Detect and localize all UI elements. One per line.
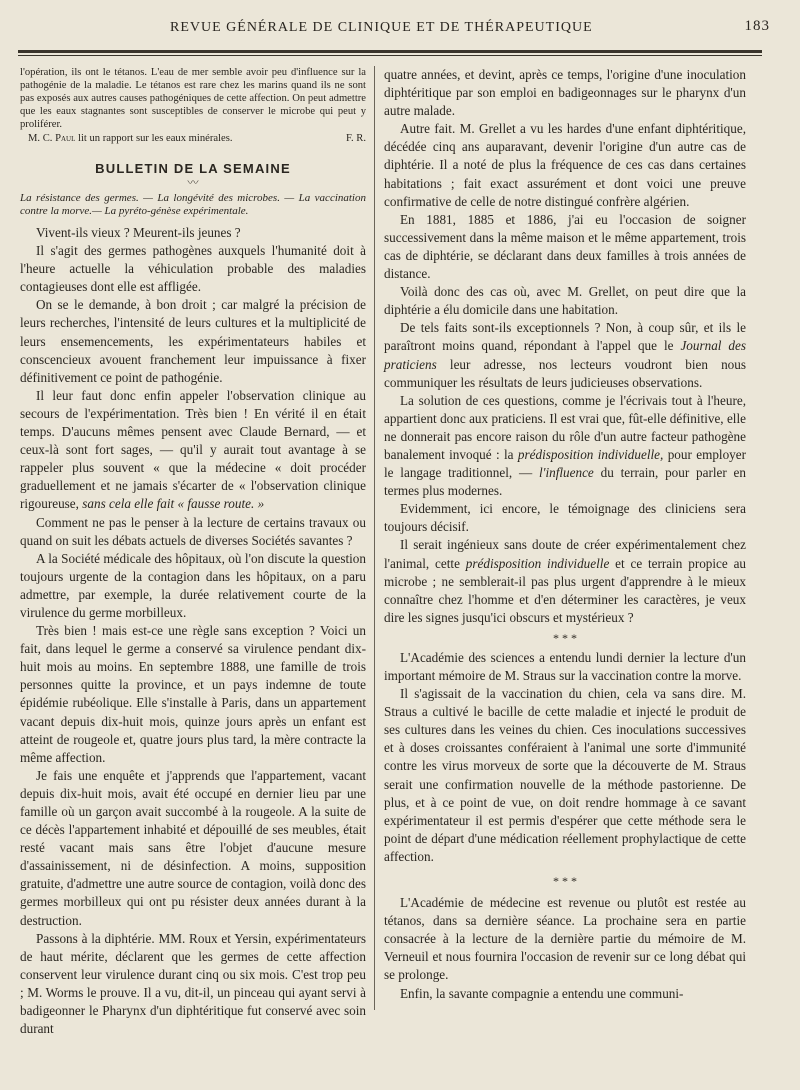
previous-report-text: l'opération, ils ont le tétanos. L'eau de mer semble avoir peu d'influence sur la pathogénie de la maladie. Le tétanos est rare chez les marins quand ils ne sont pas exposés aux autres causes pathogéniques de cette affection. On peut admettre que les eaux stagnantes sont susceptibles de conserver le microbe qui peut y proliférer.: [20, 67, 366, 130]
paragraph: Il s'agit des germes pathogènes auxquels l'humanité doit à l'heure actuelle la véhiculation probable des maladies contagieuses dont elle est affligée.: [20, 243, 366, 295]
paragraph: Je fais une enquête et j'apprends que l'appartement, vacant depuis dix-huit mois, avait été occupé en dernier lieu par une famille où un garçon avait succombé à la rougeole. A la suite de ce décès l'appartement inhabité et dépouillé de ses meubles, était resté vacant mais sans être l'objet d'aucune mesure d'assainissement, ni de désinfection. A moins, supposition gratuite, d'admettre une autre source de contagion, voilà donc des germes morbilleux qui ont pu résister deux années durant à la destruction.: [20, 767, 366, 928]
paragraph: Autre fait. M. Grellet a vu les hardes d'une enfant diphtéritique, décédée cinq ans auparavant, devenir l'origine d'un autre cas de diphtérie. Il a noté de plus la fréquence de ces cas dans certaines habitations ; fait exact assurément et dont voici une preuve confirmative de celle de notre distingué confrère algérien.: [384, 121, 746, 209]
paragraph: quatre années, et devint, après ce temps, l'origine d'une inoculation diphtéritique par son emploi en badigeonnages sur le pharynx d'un autre malade.: [384, 67, 746, 119]
paragraph: La solution de ces questions, comme je l'écrivais tout à l'heure, appartient donc aux praticiens. Il est vrai que, fût-elle définitive, elle ne donnerait pas encore raison du rôle d'un autre facteur pathogène banalement invoqué : la prédisposition individuelle, pour employer le langage traditionnel, — l'influence du terrain, pour parler en termes plus modernes.: [384, 392, 747, 499]
section-separator: * * *: [553, 874, 577, 889]
header-rule-thin: [18, 55, 762, 56]
previous-report: [20, 66, 366, 145]
paragraph: De tels faits sont-ils exceptionnels ? Non, à coup sûr, et ils le paraîtront moins quand, répondant à l'appel que le Journal des praticiens leur adresse, nos lecteurs voudront bien nous communiquer les résultats de leurs judicieuses observations.: [384, 320, 746, 390]
paragraph: L'Académie des sciences a entendu lundi dernier la lecture d'un important mémoire de M. Straus sur la vaccination contre la morve.: [384, 649, 746, 683]
column-divider: [374, 66, 375, 1010]
bulletin-title: BULLETIN DE LA SEMAINE: [95, 161, 291, 176]
signature-name: M. C. Paul: [28, 133, 76, 144]
left-column: [20, 66, 366, 1038]
title-ornament: 〰: [187, 177, 199, 189]
paragraph: Voilà donc des cas où, avec M. Grellet, on peut dire que la diphtérie a élu domicile dans une habitation.: [384, 284, 746, 318]
paragraph: Enfin, la savante compagnie a entendu une communi-: [400, 985, 684, 1001]
paragraph: Vivent-ils vieux ? Meurent-ils jeunes ?: [36, 225, 241, 240]
paragraph: Très bien ! mais est-ce une règle sans exception ? Voici un fait, dans lequel le germe a conservé sa virulence pendant dix-huit mois au moins. En septembre 1888, une famille de trois personnes quitte la province, et un pays indemne de toute épidémie rubéolique. Elle s'installe à Paris, dans un appartement vacant depuis dix-huit mois, quinze jours après un enfant est atteint de rougeole et, quatre jours plus tard, la mère contracte la même affection.: [20, 623, 366, 765]
paragraph: Il leur faut donc enfin appeler l'observation clinique au secours de l'expérimentation. Très bien ! En vérité il en était temps. D'aucuns mêmes pensent avec Claude Bernard, — et ceux-là sont fort sages, — qu'il y aurait tout avantage à se rappeler plus souvent « que la médecine « doit procéder graduellement et ne jamais s'écarter de « l'observation clinique rigoureuse, sans cela elle fait « fausse route. »: [20, 387, 366, 512]
paragraph: Comment ne pas le penser à la lecture de certains travaux ou quand on suit les débats actuels de diverses Sociétés savantes ?: [20, 514, 366, 548]
running-title: REVUE GÉNÉRALE DE CLINIQUE ET DE THÉRAPEUTIQUE: [170, 20, 593, 35]
signature-text: lit un rapport sur les eaux minérales.: [78, 133, 233, 144]
paragraph: A la Société médicale des hôpitaux, où l'on discute la question toujours urgente de la contagion dans les hôpitaux, on a paru admettre, par exemple, la durée relativement courte de la virulence du germe morbilleux.: [20, 550, 366, 620]
paragraph: En 1881, 1885 et 1886, j'ai eu l'occasion de soigner successivement dans la même maison et le même appartement, trois cas de diphtérie, se déclarant dans deux familles à trois années de distance.: [384, 211, 746, 282]
section-separator: * * *: [553, 630, 577, 645]
page-number: 183: [744, 18, 770, 34]
paragraph: Il serait ingénieux sans doute de créer expérimentalement chez l'animal, cette prédisposition individuelle et ce terrain propice au microbe ; ne semblerait-il pas plus urgent d'apprendre à le mieux connaître chez l'homme et d'en déterminer les caractères, je veux dire les signes jusqu'ici obscurs et mystérieux ?: [384, 537, 747, 625]
signature-initials: F. R.: [345, 133, 366, 144]
paragraph: Passons à la diphtérie. MM. Roux et Yersin, expérimentateurs de haut mérite, déclarent que les germes de cette affection conservent leur virulence durant cinq ou six mois. C'est trop peu ; M. Worms le prouve. Il a vu, dit-il, un pinceau qui ayant servi à badigeonner le Pharynx d'un diphtéritique fut conservé avec soin durant: [20, 930, 366, 1037]
right-column: [384, 66, 746, 1003]
bulletin-body-left: [20, 224, 366, 1038]
paragraph: On se le demande, à bon droit ; car malgré la précision de leurs recherches, l'intensité de leurs cultures et la multiplicité de leurs ensemencements, les expérimentateurs habiles et conscencieux avouent franchement leur impuissance à fixer définitivement ce point de pathogénie.: [20, 297, 366, 385]
paragraph: Evidemment, ici encore, le témoignage des cliniciens sera toujours décisif.: [384, 501, 746, 535]
header-rule-thick: [18, 50, 762, 53]
paragraph: Il s'agissait de la vaccination du chien, cela va sans dire. M. Straus a cultivé le bacille de cette maladie et injecté le produit de ses cultures dans les veines du chien. Ces inoculations successives et à doses croissantes conféraient à l'animal une sorte d'immunité contre les virus morveux de sorte que la découverte de M. Straus serait une confirmation nouvelle de la méthode pastorienne. De plus, et à ce point de vue, on doit rendre hommage à ce savant expérimentateur il est permis d'espérer que cette méthode sera le point de départ d'une médication réellement prophylactique de cette affection.: [384, 686, 746, 864]
journal-title: Journal des praticiens: [384, 338, 746, 372]
page-header: [20, 14, 770, 42]
paragraph: L'Académie de médecine est revenue ou plutôt est restée au tétanos, dans sa dernière séance. La prochaine sera en partie consacrée à la lecture de la dernière partie du mémoire de M. Verneuil et nous fournira l'occasion de revenir sur ce long débat qui se prolonge.: [384, 895, 746, 983]
signature-line: [20, 132, 366, 145]
bulletin-summary: La résistance des germes. — La longévité des microbes. — La vaccination contre la morve.— La pyréto-génèse expérimentale.: [20, 192, 366, 217]
